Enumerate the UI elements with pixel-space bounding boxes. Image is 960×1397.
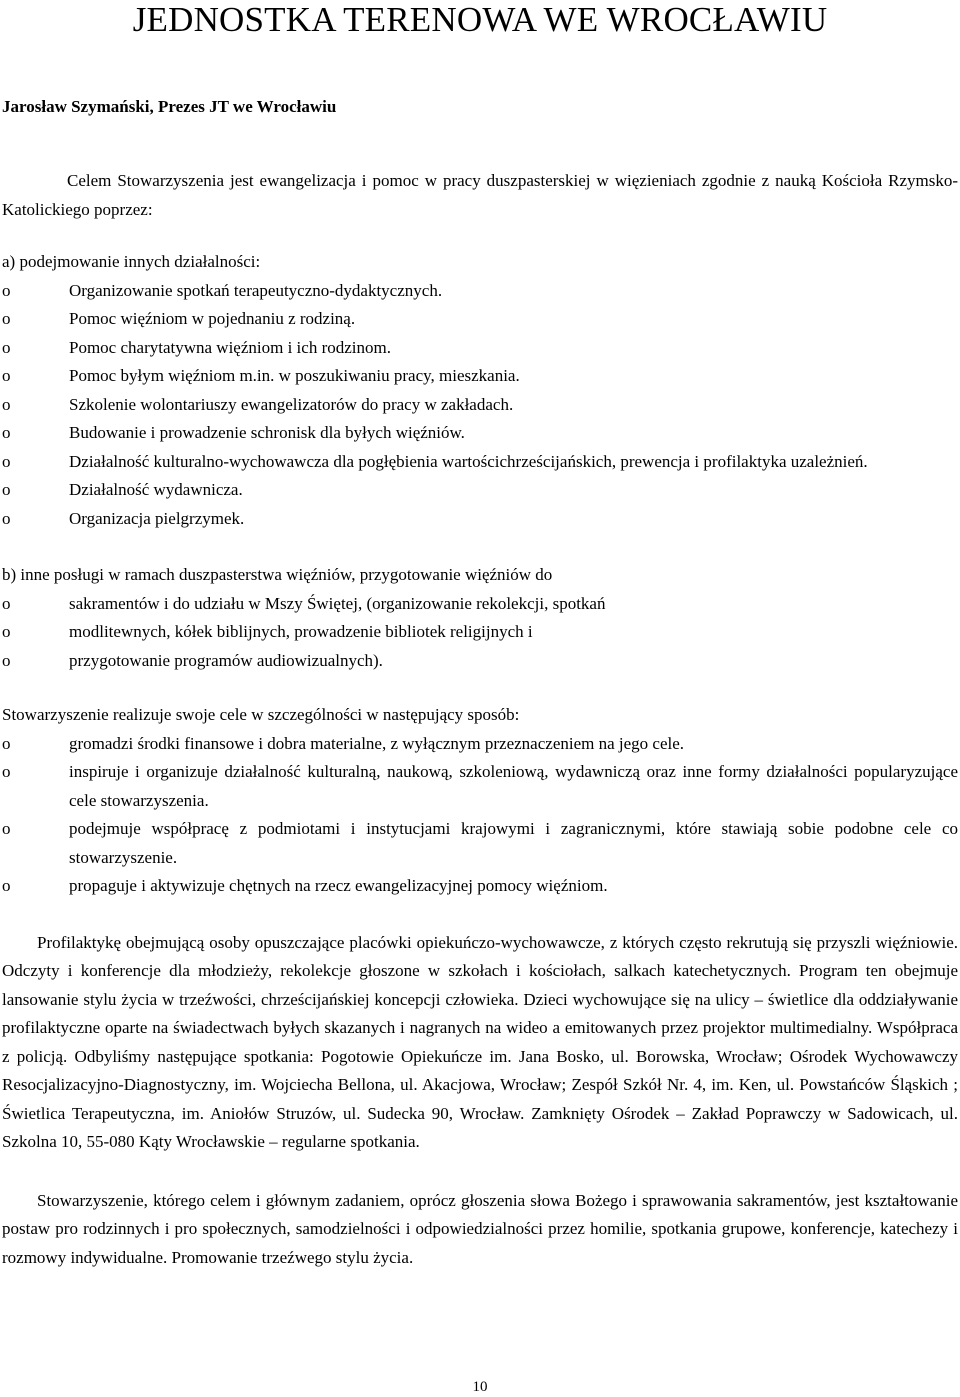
intro-paragraph: Celem Stowarzyszenia jest ewangelizacja i pomoc w pracy duszpasterskiej w więzieniach zgodnie z nauką Kościoła Rzymsko-Katolickiego poprzez: [2, 171, 958, 219]
bullet-marker: o [2, 593, 11, 613]
section-b-heading: b) inne posługi w ramach duszpasterstwa więźniów, przygotowanie więźniów do [2, 565, 553, 584]
list-item: o modlitewnych, kółek biblijnych, prowadzenie bibliotek religijnych i [2, 618, 958, 647]
bullet-marker: o [2, 337, 11, 357]
bullet-marker: o [2, 423, 11, 442]
list-item: o Pomoc byłym więźniom m.in. w poszukiwaniu pracy, mieszkania. [2, 362, 958, 391]
bullet-marker: o [2, 508, 11, 528]
section-a-heading: a) podejmowanie innych działalności: [2, 252, 261, 271]
list-item: o Pomoc więźniom w pojednaniu z rodziną. [2, 305, 958, 334]
bullet-marker: o [2, 819, 11, 838]
list-item: o propaguje i aktywizuje chętnych na rzecz ewangelizacyjnej pomocy więźniom. [2, 872, 958, 901]
bullet-marker: o [2, 451, 11, 471]
mission-paragraph: Stowarzyszenie, którego celem i głównym zadaniem, oprócz głoszenia słowa Bożego i sprawowania sakramentów, jest kształtowanie postaw pro rodzinnych i pro społecznych, samodzielności i odpowiedzialności przez homilie, spotkania grupowe, konferencje, katechezy i rozmowy indywidualne. Promowanie trzeźwego stylu życia. [2, 1190, 958, 1267]
profilaktyka-paragraph: Profilaktykę obejmującą osoby opuszczające placówki opiekuńczo-wychowawcze, z których często rekrutują się przyszli więźniowie. Odczyty i konferencje dla młodzieży, rekolekcje głoszone w szkołach i kościołach, salkach katechetycznych. Program ten obejmuje lansowanie stylu życia w trzeźwości, chrześcijańskiej koncepcji człowieka. Dzieci wychowujące się na ulicy – świetlice dla oddziaływanie profilaktyczne oparte na świadectwach byłych skazanych i nagranych na wideo a emitowanych przez projektor multimedialny. Współpraca z policją. Odbyliśmy następujące spotkania: Pogotowie Opiekuńcze im. Jana Bosko, ul. Borowska, Wrocław; Ośrodek Wychowawczy Resocjalizacyjno-Diagnostyczny, im. Wojciecha Bellona, ul. Akacjowa, Wrocław; Zespół Szkół Nr. 4, im. Ken, ul. Powstańców Śląskich ; Świetlica Terapeutyczna, im. Aniołów Struzów, ul. Sudecka 90, Wrocław. Zamknięty Ośrodek – Zakład Poprawczy w Sadowicach, ul. Szkolna 10, 55-080 Kąty Wrocławskie – regularne spotkania. [2, 932, 958, 1151]
list-item: o Organizacja pielgrzymek. [2, 505, 958, 534]
bullet-marker: o [2, 309, 11, 328]
bullet-marker: o [2, 280, 11, 300]
bullet-marker: o [2, 480, 11, 499]
list-item: o sakramentów i do udziału w Mszy Świętej, (organizowanie rekolekcji, spotkań [2, 590, 958, 619]
list-item: o Działalność wydawnicza. [2, 476, 958, 505]
page-title: JEDNOSTKA TERENOWA WE WROCŁAWIU [132, 0, 828, 39]
list-item: o podejmuje współpracę z podmiotami i instytucjami krajowymi i zagranicznymi, które stawiają sobie podobne cele co stowarzyszenie. [2, 815, 958, 872]
page-number: 10 [472, 1379, 488, 1395]
author-line: Jarosław Szymański, Prezes JT we Wrocławiu [2, 97, 337, 116]
list-item: o Pomoc charytatywna więźniom i ich rodzinom. [2, 334, 958, 363]
section-b-list [2, 590, 958, 676]
bullet-marker: o [2, 762, 11, 781]
list-item: o Organizowanie spotkań terapeutyczno-dydaktycznych. [2, 277, 958, 306]
list-item: o inspiruje i organizuje działalność kulturalną, naukową, szkoleniową, wydawniczą oraz inne formy działalności popularyzujące cele stowarzyszenia. [2, 758, 958, 815]
section-a-list [2, 277, 958, 534]
bullet-marker: o [2, 733, 11, 753]
list-item: o Działalność kulturalno-wychowawcza dla pogłębienia wartościchrześcijańskich, prewencja i profilaktyka uzależnień. [2, 448, 958, 477]
list-item: o gromadzi środki finansowe i dobra materialne, z wyłącznym przeznaczeniem na jego cele. [2, 730, 958, 759]
list-item: o Budowanie i prowadzenie schronisk dla byłych więźniów. [2, 419, 958, 448]
bullet-marker: o [2, 622, 11, 641]
document-page [2, 0, 958, 1272]
bullet-marker: o [2, 876, 11, 895]
list-item: o przygotowanie programów audiowizualnych). [2, 647, 958, 676]
list-item: o Szkolenie wolontariuszy ewangelizatorów do pracy w zakładach. [2, 391, 958, 420]
section-c-list [2, 730, 958, 901]
bullet-marker: o [2, 394, 11, 414]
section-c-heading: Stowarzyszenie realizuje swoje cele w szczególności w następujący sposób: [2, 705, 520, 724]
bullet-marker: o [2, 650, 11, 670]
bullet-marker: o [2, 366, 11, 385]
